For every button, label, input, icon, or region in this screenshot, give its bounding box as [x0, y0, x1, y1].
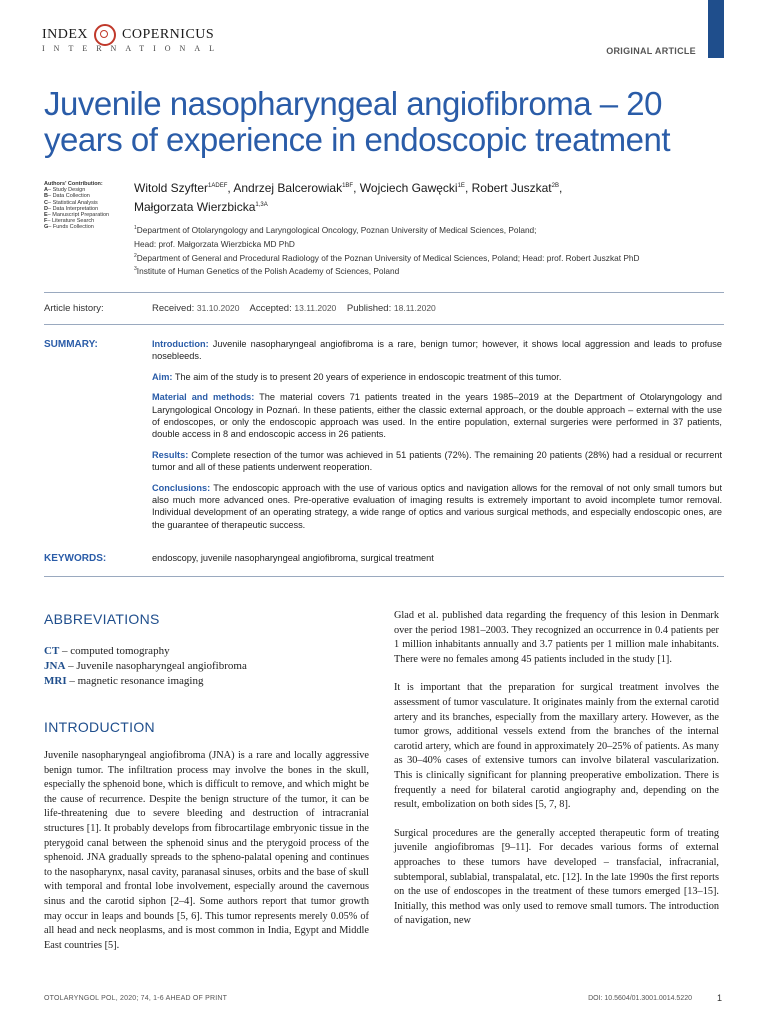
accepted-date: 13.11.2020 [294, 303, 337, 313]
doi: DOI: 10.5604/01.3001.0014.5220 [588, 995, 692, 1002]
affiliation-text: Head: prof. Małgorzata Wierzbicka MD PhD [134, 238, 295, 249]
summary-section [152, 482, 722, 532]
contribution-value: – Manuscript Preparation [47, 212, 110, 219]
divider [44, 576, 724, 577]
received-label: Received: [152, 303, 195, 314]
contribution-value: – Study Design [47, 187, 86, 194]
author-list [134, 178, 724, 216]
divider [44, 324, 724, 325]
abbreviation-item [44, 674, 247, 689]
abbreviation-item [44, 659, 247, 674]
author-affiliation-marker: 1ADEF [208, 183, 228, 189]
summary-label: SUMMARY: [44, 339, 98, 350]
abbreviation-definition: – computed tomography [59, 645, 170, 657]
summary-section-heading: Aim: [152, 371, 173, 382]
summary-section [152, 449, 722, 474]
summary-section-text: The material covers 71 patients treated in the years 1985–2019 at the Department of Otolaryngology and Laryngological Oncology in Poznań. In these patients, either the classic external approach, or the double approach – external with the use of endoscopes, or only the endoscopic approach was used. In the entire population, external surgeries were performed in 37 patients, double access in 8 and endoscopic access in 26 patients. [152, 392, 722, 440]
author-affiliation-marker: 2B [551, 183, 559, 189]
summary-section-heading: Conclusions: [152, 482, 211, 493]
accepted-label: Accepted: [249, 303, 292, 314]
affiliation-text: Department of General and Procedural Radiology of the Poznan University of Medical Sciences, Poland; Head: prof. Robert Juszkat PhD [136, 252, 640, 263]
paragraph: It is important that the preparation for surgical treatment involves the assessment of tumor vasculature. It originates mainly from the external carotid artery and its branches, especially from the maxillary artery. However, as the tumor grows, additional vessels extend from the branches of the internal carotid artery, which are found in approximately 20–25% of patients. As many as 30–40% cases of extensive tumors can involve bilateral vascularization. This is clinically significant for planning preoperative embolization. There is frequently a need for bilateral carotid angiography and, depending on the result, embolization on both sides [5, 7, 8]. [394, 682, 719, 811]
paragraph: Glad et al. published data regarding the frequency of this lesion in Denmark over the period 1981–2003. They recognized an occurrence in 0.4 patients per 1 million inhabitants annually and 3.7 patients per 1 million male inhabitants. There were no females among 45 patients included in the study [1]. [394, 610, 719, 665]
author-affiliation-marker: 1E [457, 183, 465, 189]
author-affiliation-marker: 1BF [342, 183, 354, 189]
summary-section-heading: Material and methods: [152, 392, 255, 403]
affiliation-number: 1 [134, 225, 137, 231]
summary-body [152, 338, 722, 539]
contribution-key: G [44, 224, 49, 231]
article-type-label: ORIGINAL ARTICLE [606, 46, 696, 56]
logo-text-right: COPERNICUS [122, 27, 215, 42]
contribution-value: – Funds Collection [48, 224, 94, 231]
introduction-heading: INTRODUCTION [44, 719, 155, 735]
page-number: 1 [716, 993, 722, 1003]
keywords-text: endoscopy, juvenile nasopharyngeal angiofibroma, surgical treatment [152, 553, 434, 563]
author-separator: , [559, 181, 563, 195]
author-name: Andrzej Balcerowiak [233, 181, 343, 195]
affiliation-item [134, 263, 734, 277]
author-name: Witold Szyfter [134, 181, 209, 195]
contribution-heading: Authors' Contribution: [44, 181, 103, 187]
author-name: Wojciech Gawęcki [359, 181, 458, 195]
authors-contribution [44, 181, 134, 231]
contribution-value: – Data Interpretation [47, 205, 99, 212]
logo-subtitle: INTERNATIONAL [42, 44, 223, 53]
introduction-left-column [44, 749, 369, 967]
summary-section [152, 371, 722, 383]
introduction-right-column [394, 609, 719, 943]
contribution-value: – Literature Search [47, 218, 95, 225]
abbreviations-list [44, 644, 247, 689]
summary-section-text: Complete resection of the tumor was achieved in 51 patients (72%). The remaining 20 patients (28%) had a residual or recurrent tumor and all of these patients underwent reoperation. [152, 449, 722, 473]
journal-citation: OTOLARYNGOL POL, 2020; 74, 1-6 AHEAD OF PRINT [44, 995, 228, 1002]
summary-section-heading: Results: [152, 449, 189, 460]
contribution-key: A [44, 187, 48, 194]
contribution-key: D [44, 205, 48, 212]
abbreviation-key: JNA [44, 660, 66, 672]
article-history-label: Article history: [44, 303, 104, 314]
author-separator: , [227, 181, 234, 195]
summary-section-text: The endoscopic approach with the use of various optics and navigation allows for the removal of not only small tumors but also much more advanced ones. Pre-operative evaluation of imaging results is extremely important to avoid incomplete tumor removal. Individual development of an operating strategy, a wide range of optics and various surgical methods, and especially endoscopic ones, are the guarantee of therapeutic success. [152, 482, 723, 530]
contribution-key: F [44, 218, 48, 225]
affiliations [134, 222, 734, 277]
affiliation-item [134, 236, 734, 250]
contribution-item [44, 224, 134, 230]
logo-text-left: INDEX [42, 27, 89, 42]
keywords-label: KEYWORDS: [44, 553, 107, 564]
divider [44, 292, 724, 293]
paragraph: Juvenile nasopharyngeal angiofibroma (JNA) is a rare and locally aggressive benign tumor. The infiltration process may involve the bones in the skull, especially the sphenoid bone, which is difficult to remove, and which might be the cause of recurrence. Despite the benign structure of the tumor, it can be life-threatening due to severe bleeding and destruction of intracranial structures [1]. It probably develops from fibrocartilage embryonic tissue in the pterygoid canal between the sphenoid sinus and the pterygoid process of the sphenoid. JNA gradually spreads to the spheno-palatal opening and continues to the nasopharynx, nasal cavity, paranasal sinuses, orbits and the base of skull with temporal and frontal lobe involvement, especially around the cavernous sinus and the carotid siphon [2–4]. Some authors report that tumor growth may occur in leaps and bounds [5, 6]. This tumor represents merely 0.05% of all head and neck neoplasms, and is most common in India, Egypt and Middle East countries [5]. [44, 750, 369, 951]
author-separator: , [464, 181, 472, 195]
abbreviation-key: MRI [44, 675, 67, 687]
paragraph: Surgical procedures are the generally accepted therapeutic form of treating juvenile angiofibromas [9–11]. For decades various forms of external approaches to these tumors have developed – transfacial, infracranial, subtemporal, sublabial, transpalatal, etc. [12]. In the late 1990s the first reports on the use of endoscopes in the treatment of these tumors emerged [13–15]. Initially, this method was only used to remove small tumors. The introduction of navigation, new [394, 827, 719, 927]
abbreviation-definition: – Juvenile nasopharyngeal angiofibroma [65, 660, 247, 672]
corner-accent-bar [708, 0, 724, 58]
author-name: Małgorzata Wierzbicka [134, 200, 256, 214]
affiliation-number: 3 [134, 266, 137, 273]
author-affiliation-marker: 1,3A [255, 202, 268, 208]
received-date: 31.10.2020 [196, 303, 240, 313]
author-name: Robert Juszkat [471, 181, 552, 195]
affiliation-number: 2 [134, 252, 137, 259]
affiliation-text: Department of Otolaryngology and Laryngological Oncology, Poznan University of Medical Sciences, Poland; [136, 224, 537, 235]
author-separator: , [353, 181, 360, 195]
contribution-value: – Data Collection [47, 193, 90, 200]
affiliation-item [134, 222, 734, 236]
copernicus-logo-icon [94, 24, 116, 46]
summary-section-heading: Introduction: [152, 339, 209, 349]
contribution-key: E [44, 212, 48, 219]
published-label: Published: [346, 303, 392, 314]
abbreviation-item [44, 644, 247, 659]
article-history [152, 303, 436, 314]
summary-section-text: Juvenile nasopharyngeal angiofibroma is a rare, benign tumor; however, it shows local aggression and leads to profuse nosebleeds. [152, 339, 722, 362]
summary-section [152, 338, 722, 363]
journal-logo [42, 24, 214, 46]
contribution-key: C [44, 199, 48, 206]
contribution-value: – Statistical Analysis [47, 199, 98, 206]
affiliation-text: Institute of Human Genetics of the Polish Academy of Sciences, Poland [136, 266, 400, 277]
article-title: Juvenile nasopharyngeal angiofibroma – 20 years of experience in endoscopic treatment [44, 85, 671, 158]
summary-section [152, 391, 722, 441]
affiliation-item [134, 250, 734, 264]
published-date: 18.11.2020 [393, 303, 436, 313]
abbreviation-key: CT [44, 645, 60, 657]
abbreviation-definition: – magnetic resonance imaging [66, 675, 204, 687]
summary-section-text: The aim of the study is to present 20 years of experience in endoscopic treatment of this tumor. [174, 371, 562, 382]
abbreviations-heading: ABBREVIATIONS [44, 611, 160, 627]
contribution-key: B [44, 193, 48, 200]
